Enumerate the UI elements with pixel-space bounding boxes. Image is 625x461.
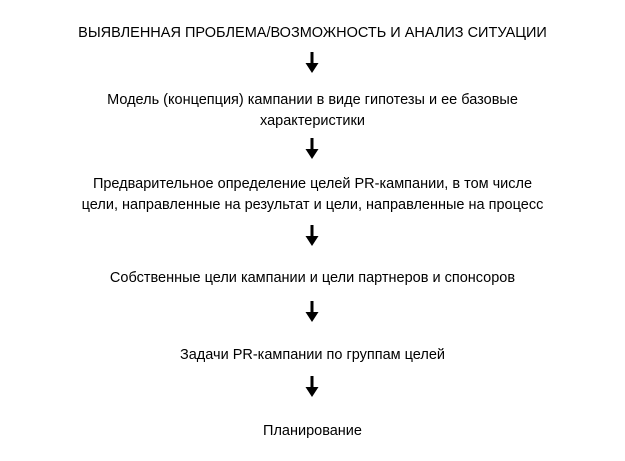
step-text: характеристики: [260, 113, 365, 129]
down-arrow-icon: [304, 52, 320, 74]
step-own-and-partner-goals: [0, 268, 625, 289]
step-text: цели, направленные на результат и цели, направленные на процесс: [81, 197, 544, 213]
step-text: Предварительное определение целей PR-кампании, в том числе: [92, 176, 533, 192]
step-tasks-by-goal-groups: [0, 345, 625, 366]
down-arrow-icon: [304, 301, 320, 323]
step-text: Модель (концепция) кампании в виде гипотезы и ее базовые: [107, 92, 518, 108]
step-text: Собственные цели кампании и цели партнеров и спонсоров: [109, 270, 516, 286]
step-text: Задачи PR-кампании по группам целей: [179, 347, 446, 363]
down-arrow-icon: [304, 376, 320, 398]
step-text: Планирование: [263, 423, 362, 439]
step-preliminary-goals: [0, 174, 625, 216]
down-arrow-icon: [304, 225, 320, 247]
step-text: ВЫЯВЛЕННАЯ ПРОБЛЕМА/ВОЗМОЖНОСТЬ И АНАЛИЗ СИТУАЦИИ: [78, 25, 547, 41]
down-arrow-icon: [304, 138, 320, 160]
step-campaign-model: [0, 90, 625, 132]
step-problem-analysis: [0, 23, 625, 44]
step-planning: [0, 421, 625, 442]
